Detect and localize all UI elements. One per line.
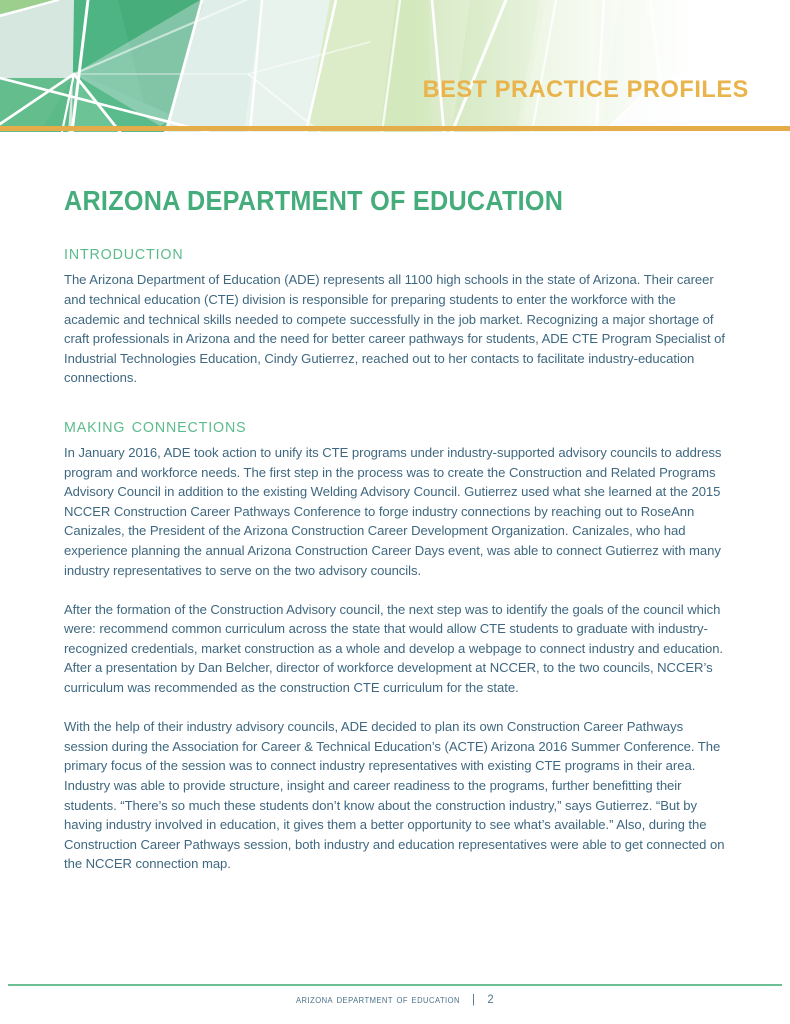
header-title: BEST PRACTICE PROFILES <box>422 76 749 103</box>
footer-separator: | <box>472 994 476 1006</box>
footer-page-number: 2 <box>487 994 495 1006</box>
paragraph-making-connections-1: In January 2016, ADE took action to unify its CTE programs under industry-supported advisory councils to address program and workforce needs. The first step in the process was to create the Construction and Related Programs Advisory Council in addition to the existing Welding Advisory Council. Gutierrez used what she learned at the 2015 NCCER Construction Career Pathways Conference to forge industry connections by reaching out to RoseAnn Canizales, the President of the Arizona Construction Career Development Organization. Canizales, who had experience planning the annual Arizona Construction Career Days event, was able to connect Gutierrez with many industry representatives to serve on the two advisory councils. <box>64 444 722 578</box>
page-content <box>64 132 726 874</box>
paragraph-making-connections-3: With the help of their industry advisory councils, ADE decided to plan its own Construction Career Pathways session during the Association for Career & Technical Education’s (ACTE) Arizona 2016 Summer Conference. The primary focus of the session was to connect industry representatives with existing CTE programs in their area. Industry was able to provide structure, insight and career readiness to the programs, further benefitting their students. “There’s so much these students don’t know about the construction industry,” says Gutierrez. “But by having industry involved in education, it gives them a better opportunity to see what’s available.” Also, during the Construction Career Pathways session, both industry and education representatives were able to get connected on the NCCER connection map. <box>64 719 725 872</box>
footer-content <box>20 994 771 1006</box>
header-divider-rule <box>0 126 790 131</box>
section-heading-introduction: introduction <box>64 241 184 265</box>
page-footer <box>0 964 790 1024</box>
footer-label: arizona department of education <box>295 994 461 1006</box>
paragraph-introduction-1: The Arizona Department of Education (ADE) represents all 1100 high schools in the state of Arizona. Their career and technical education (CTE) division is responsible for preparing students to enter the workforce with the academic and technical skills needed to compete successfully in the job market. Recognizing a major shortage of craft professionals in Arizona and the need for better career pathways for students, ADE CTE Program Specialist of Industrial Technologies Education, Cindy Gutierrez, reached out to her contacts to facilitate industry-education connections. <box>64 272 725 386</box>
low-poly-green-triangles-graphic <box>0 0 790 132</box>
page-title: ARIZONA DEPARTMENT OF EDUCATION <box>64 185 564 216</box>
paragraph-making-connections-2: After the formation of the Construction Advisory council, the next step was to identify the goals of the council which were: recommend common curriculum across the state that would allow CTE students to graduate with industry-recognized credentials, market construction as a whole and develop a webpage to connect industry and education. After a presentation by Dan Belcher, director of workforce development at NCCER, to the two councils, NCCER’s curriculum was recommended as the construction CTE curriculum for the state. <box>64 601 724 696</box>
footer-divider-rule <box>8 984 782 986</box>
section-heading-making-connections: making connections <box>64 413 247 437</box>
header-banner <box>0 0 790 132</box>
